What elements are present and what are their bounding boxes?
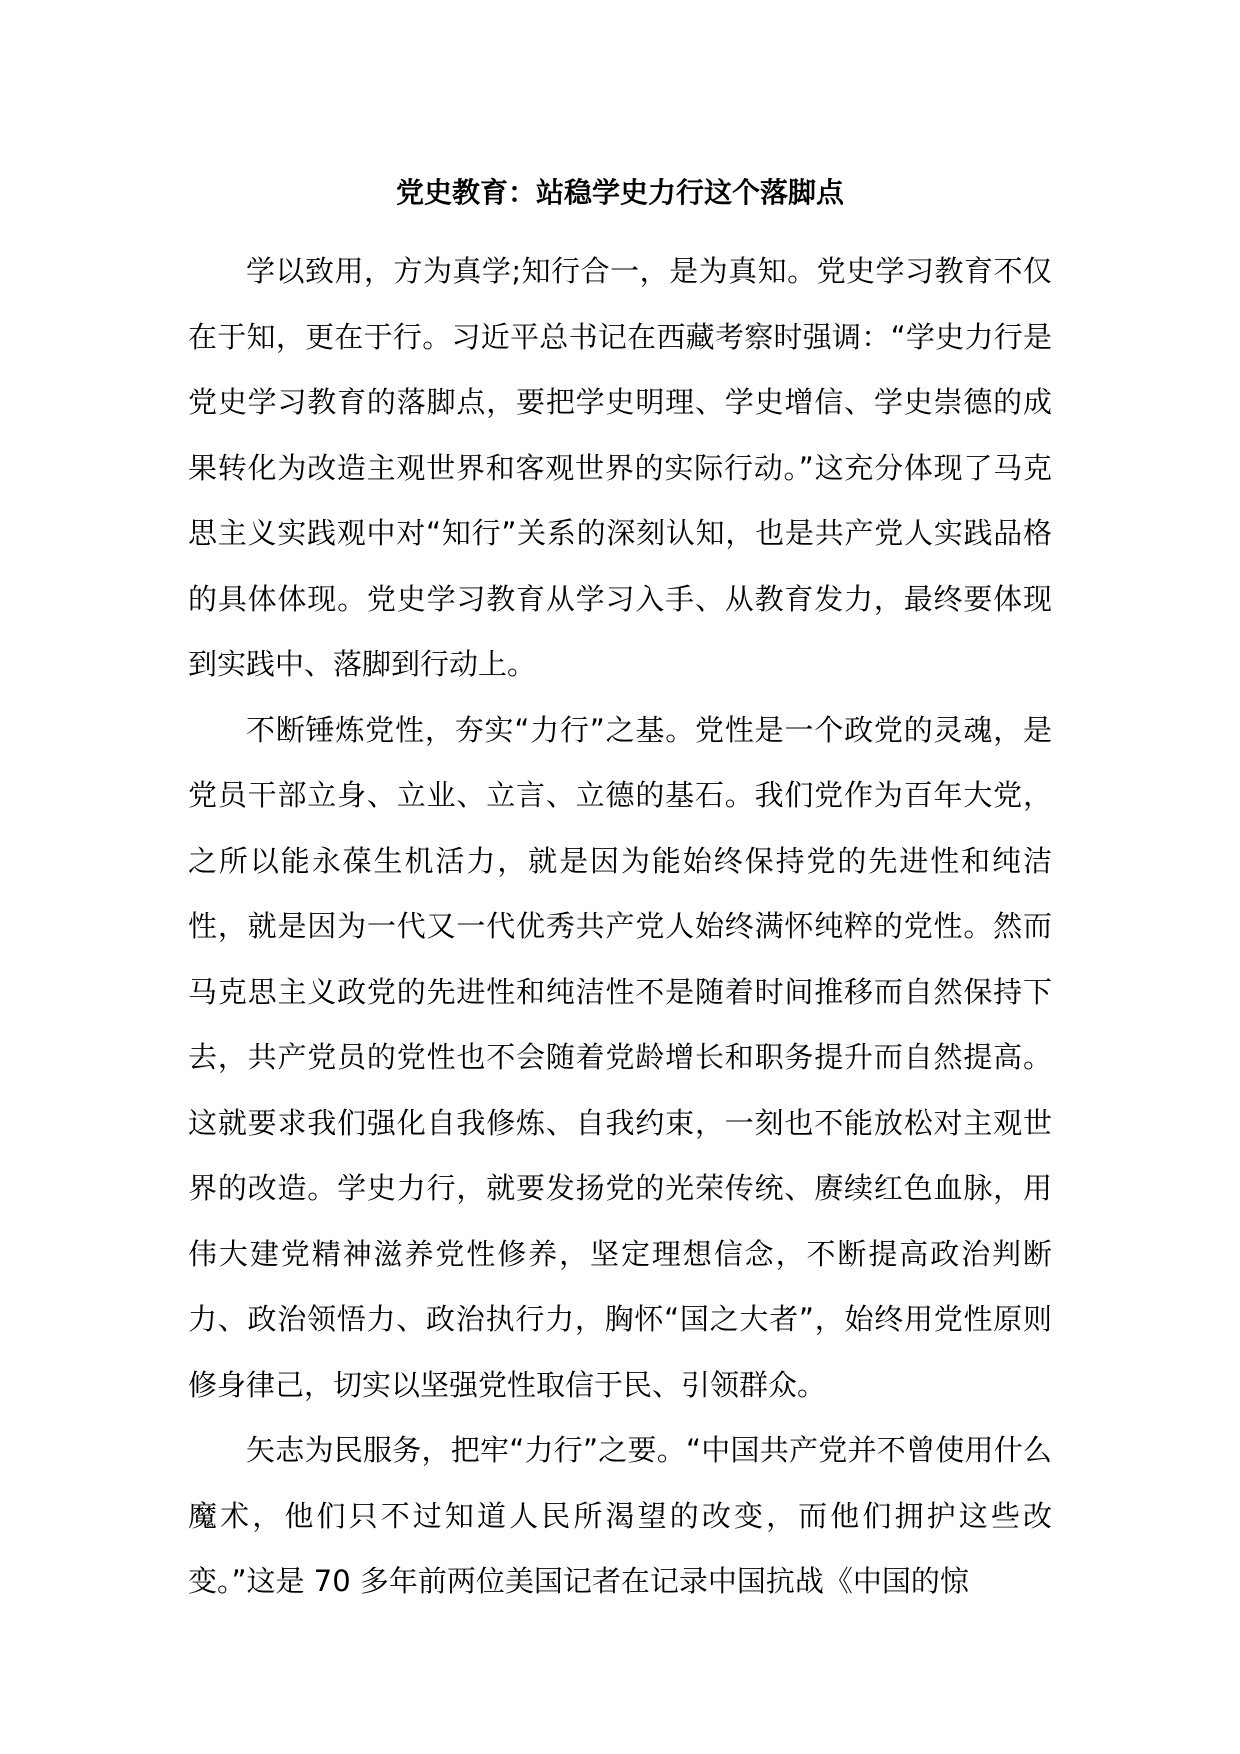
- paragraph-3: 矢志为民服务，把牢“力行”之要。“中国共产党并不曾使用什么魔术，他们只不过知道人民所渴望的改变，而他们拥护这些改变。”这是 70 多年前两位美国记者在记录中国抗战《中国的惊: [188, 1433, 1052, 1598]
- paragraph-2: 不断锤炼党性，夯实“力行”之基。党性是一个政党的灵魂，是党员干部立身、立业、立言、立德的基石。我们党作为百年大党，之所以能永葆生机活力，就是因为能始终保持党的先进性和纯洁性，就是因为一代又一代优秀共产党人始终满怀纯粹的党性。然而马克思主义政党的先进性和纯洁性不是随着时间推移而自然保持下去，共产党员的党性也不会随着党龄增长和职务提升而自然提高。这就要求我们强化自我修炼、自我约束，一刻也不能放松对主观世界的改造。学史力行，就要发扬党的光荣传统、赓续红色血脉，用伟大建党精神滋养党性修养，坚定理想信念，不断提高政治判断力、政治领悟力、政治执行力，胸怀“国之大者”，始终用党性原则修身律己，切实以坚强党性取信于民、引领群众。: [188, 712, 1052, 1402]
- paragraph-1: 学以致用，方为真学;知行合一，是为真知。党史学习教育不仅在于知，更在于行。习近平总书记在西藏考察时强调：“学史力行是党史学习教育的落脚点，要把学史明理、学史增信、学史崇德的成果转化为改造主观世界和客观世界的实际行动。”这充分体现了马克思主义实践观中对“知行”关系的深刻认知，也是共产党人实践品格的具体体现。党史学习教育从学习入手、从教育发力，最终要体现到实践中、落脚到行动上。: [188, 254, 1052, 681]
- document-title: 党史教育：站稳学史力行这个落脚点: [395, 176, 844, 209]
- document-body: [188, 239, 1052, 1615]
